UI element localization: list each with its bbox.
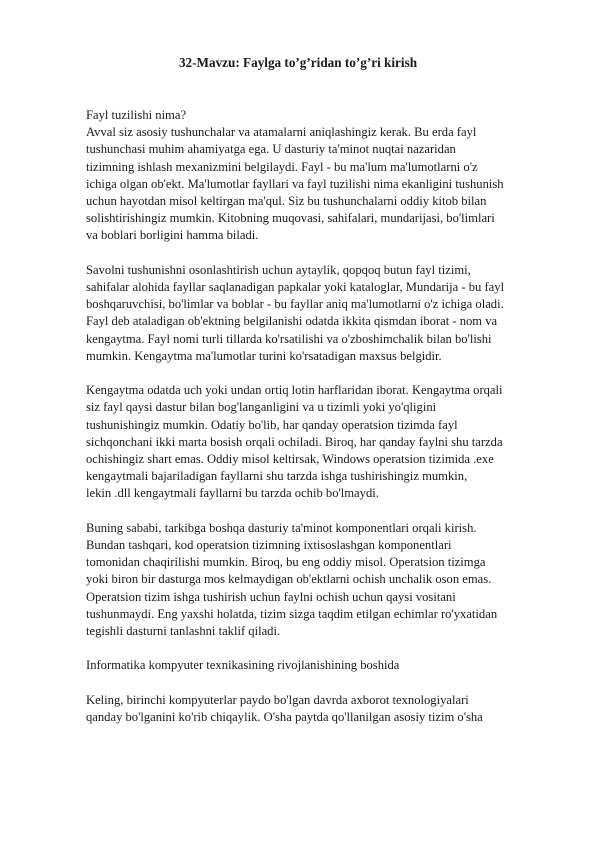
- paragraph-line: Kengaytma odatda uch yoki undan ortiq lotin harflaridan iborat. Kengaytma orqali: [86, 383, 503, 398]
- paragraph-line: tizimning ishlash mexanizmini belgilaydi. Fayl - bu ma'lum ma'lumotlarni o'z: [86, 159, 478, 174]
- paragraph-line: kengaytmali bajariladigan fayllarni shu tarzda ishga tushirishingiz mumkin,: [86, 469, 468, 484]
- paragraph-line: mumkin. Kengaytma ma'lumotlar turini ko'rsatadigan maxsus belgidir.: [86, 348, 442, 363]
- paragraph: [86, 657, 556, 674]
- paragraph-line: Avval siz asosiy tushunchalar va atamalarni aniqlashingiz kerak. Bu erda fayl: [86, 125, 477, 140]
- paragraph-line: Buning sababi, tarkibga boshqa dasturiy ta'minot komponentlari orqali kirish.: [86, 520, 477, 535]
- paragraph: [86, 520, 556, 640]
- paragraph-line: Bundan tashqari, kod operatsion tizimning ixtisoslashgan komponentlari: [86, 538, 452, 553]
- paragraph-line: ichiga olgan ob'ekt. Ma'lumotlar fayllari va fayl tuzilishi nima ekanligini tushunish: [86, 176, 504, 191]
- paragraph-line: lekin .dll kengaytmali fayllarni bu tarzda ochib bo'lmaydi.: [86, 486, 379, 501]
- paragraph-line: sahifalar alohida fayllar saqlanadigan papkalar yoki kataloglar, Mundarija - bu fayl: [86, 280, 505, 295]
- paragraph: [86, 262, 556, 365]
- paragraph-line: tomonidan chaqirilishi mumkin. Biroq, bu eng oddiy misol. Operatsion tizimga: [86, 555, 486, 570]
- paragraph-line: qanday bo'lganini ko'rib chiqaylik. O'sha paytda qo'llanilgan asosiy tizim o'sha: [86, 710, 483, 725]
- page-title: 32-Mavzu: Faylga to’g’ridan to’g’ri kirish: [178, 55, 418, 70]
- paragraph-line: sichqonchani ikki marta bosish orqali ochiladi. Biroq, har qanday faylni shu tarzda: [86, 434, 503, 449]
- paragraph-line: tushunchasi muhim ahamiyatga ega. U dasturiy ta'minot nuqtai nazaridan: [86, 142, 456, 157]
- paragraph-line: Fayl tuzilishi nima?: [86, 108, 187, 122]
- paragraph-line: solishtirishingiz mumkin. Kitobning muqovasi, sahifalari, mundarijasi, bo'limlari: [86, 211, 495, 226]
- paragraph-line: siz fayl qaysi dastur bilan bog'langanligini va u tizimli yoki yo'qligini: [86, 400, 437, 415]
- paragraph: [86, 382, 556, 502]
- document-body: [86, 107, 556, 743]
- paragraph-line: Informatika kompyuter texnikasining rivojlanishining boshida: [86, 658, 400, 673]
- paragraph: [86, 107, 556, 245]
- paragraph-line: boshqaruvchisi, bo'limlar va boblar - bu fayllar aniq ma'lumotlarni o'z ichiga oladi.: [86, 297, 504, 312]
- paragraph-line: Savolni tushunishni osonlashtirish uchun aytaylik, qopqoq butun fayl tizimi,: [86, 262, 471, 277]
- paragraph-line: ochishingiz shart emas. Oddiy misol keltirsak, Windows operatsion tizimida .exe: [86, 452, 494, 467]
- paragraph-line: tegishli dasturni tanlashni taklif qiladi.: [86, 624, 281, 639]
- paragraph-line: Fayl deb ataladigan ob'ektning belgilanishi odatda ikkita qismdan iborat - nom va: [86, 314, 498, 329]
- paragraph-line: uchun hayotdan misol keltirgan ma'qul. Siz bu tushunchalarni oddiy kitob bilan: [86, 194, 487, 209]
- paragraph-line: yoki biron bir dasturga mos kelmaydigan ob'ektlarni ochish unchalik oson emas.: [86, 572, 492, 587]
- paragraph: [86, 692, 556, 726]
- paragraph-line: Keling, birinchi kompyuterlar paydo bo'lgan davrda axborot texnologiyalari: [86, 692, 469, 707]
- paragraph-line: tushunmaydi. Eng yaxshi holatda, tizim sizga taqdim etilgan echimlar ro'yxatidan: [86, 606, 498, 621]
- paragraph-line: kengaytma. Fayl nomi turli tillarda ko'rsatilishi va o'zboshimchalik bilan bo'lishi: [86, 331, 492, 346]
- paragraph-line: va boblari borligini hamma biladi.: [86, 228, 259, 243]
- paragraph-line: tushunishingiz mumkin. Odatiy bo'lib, har qanday operatsion tizimda fayl: [86, 417, 458, 432]
- paragraph-line: Operatsion tizim ishga tushirish uchun faylni ochish uchun qaysi vositani: [86, 589, 456, 604]
